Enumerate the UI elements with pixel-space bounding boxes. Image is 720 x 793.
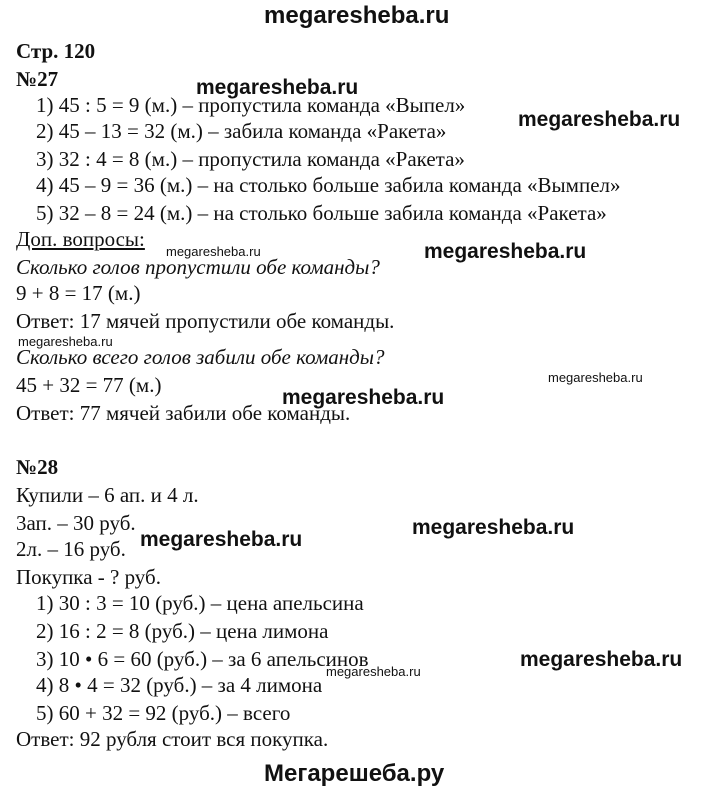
task28-given-4: Покупка - ? руб. bbox=[16, 565, 161, 589]
question-2: Сколько всего голов забили обе команды? bbox=[16, 345, 385, 369]
task28-step-5: 5) 60 + 32 = 92 (руб.) – всего bbox=[36, 701, 291, 725]
task28-step-4: 4) 8 • 4 = 32 (руб.) – за 4 лимона bbox=[36, 673, 323, 697]
watermark: megaresheba.ru bbox=[326, 664, 421, 679]
task27-step-1: 1) 45 : 5 = 9 (м.) – пропустила команда «Выпел» bbox=[36, 93, 466, 117]
task28-given-2: 3ап. – 30 руб. bbox=[16, 511, 136, 535]
task27-step-2: 2) 45 – 13 = 32 (м.) – забила команда «Ракета» bbox=[36, 119, 447, 143]
watermark: megaresheba.ru bbox=[196, 76, 359, 99]
task28-answer: Ответ: 92 рубля стоит вся покупка. bbox=[16, 727, 329, 751]
watermark: megaresheba.ru bbox=[520, 648, 683, 671]
watermark: megaresheba.ru bbox=[282, 386, 445, 409]
task28-number: №28 bbox=[16, 455, 59, 479]
watermark: megaresheba.ru bbox=[548, 370, 643, 385]
task28-step-1: 1) 30 : 3 = 10 (руб.) – цена апельсина bbox=[36, 591, 364, 615]
task28-step-3: 3) 10 • 6 = 60 (руб.) – за 6 апельсинов bbox=[36, 647, 369, 671]
watermark: megaresheba.ru bbox=[140, 528, 303, 551]
question-1: Сколько голов пропустили обе команды? bbox=[16, 255, 380, 279]
question-2-calc: 45 + 32 = 77 (м.) bbox=[16, 373, 162, 397]
question-1-answer: Ответ: 17 мячей пропустили обе команды. bbox=[16, 309, 395, 333]
task28-given-1: Купили – 6 ап. и 4 л. bbox=[16, 483, 199, 507]
task27-step-4: 4) 45 – 9 = 36 (м.) – на столько больше забила команда «Вымпел» bbox=[36, 173, 621, 197]
extra-questions-heading: Доп. вопросы: bbox=[16, 227, 145, 251]
watermark: megaresheba.ru bbox=[166, 244, 261, 259]
watermark: megaresheba.ru bbox=[518, 108, 681, 131]
question-1-calc: 9 + 8 = 17 (м.) bbox=[16, 281, 141, 305]
site-header: megaresheba.ru bbox=[264, 2, 450, 29]
task27-step-3: 3) 32 : 4 = 8 (м.) – пропустила команда «Ракета» bbox=[36, 147, 465, 171]
task27-number: №27 bbox=[16, 67, 59, 91]
watermark: megaresheba.ru bbox=[412, 516, 575, 539]
task28-step-2: 2) 16 : 2 = 8 (руб.) – цена лимона bbox=[36, 619, 329, 643]
watermark: megaresheba.ru bbox=[424, 240, 587, 263]
watermark: megaresheba.ru bbox=[18, 334, 113, 349]
page-ref: Стр. 120 bbox=[16, 39, 96, 63]
site-footer: Мегарешеба.ру bbox=[264, 760, 445, 787]
task28-given-3: 2л. – 16 руб. bbox=[16, 537, 126, 561]
question-2-answer: Ответ: 77 мячей забили обе команды. bbox=[16, 401, 351, 425]
task27-step-5: 5) 32 – 8 = 24 (м.) – на столько больше забила команда «Ракета» bbox=[36, 201, 607, 225]
